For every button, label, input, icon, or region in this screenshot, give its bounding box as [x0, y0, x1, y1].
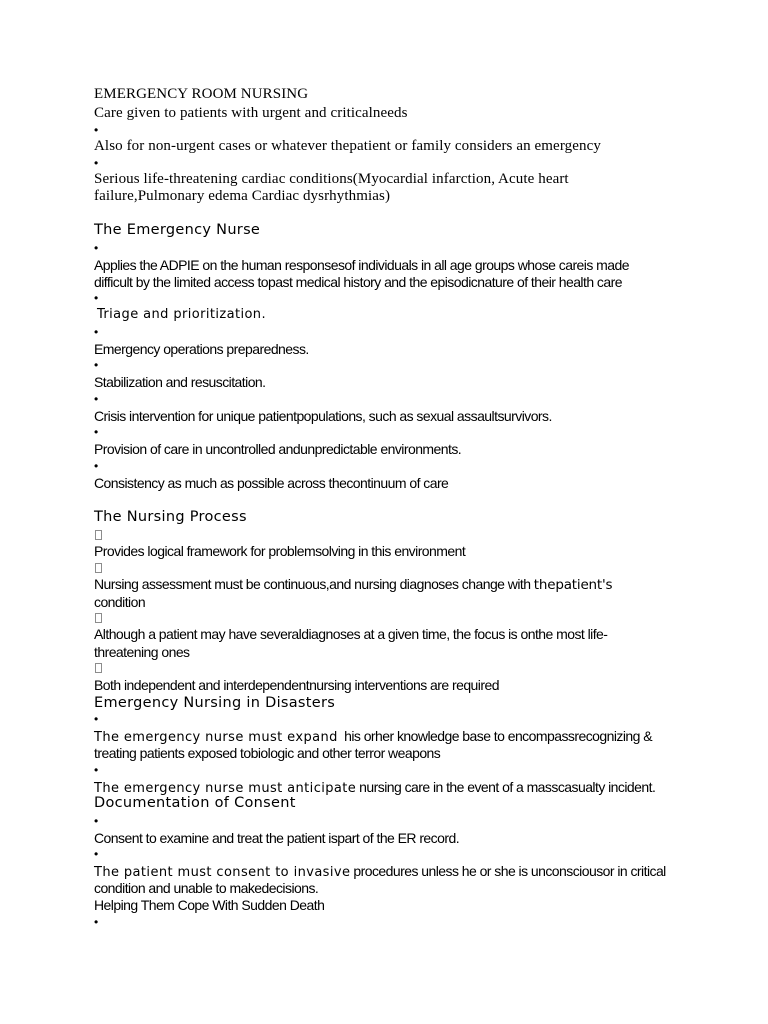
bullet: •: [94, 814, 99, 828]
missing-glyph-icon: [95, 563, 102, 573]
bullet: •: [94, 291, 99, 305]
list-item: Provides logical framework for problemsolving in this environment: [94, 543, 466, 559]
bullet: •: [94, 712, 99, 726]
bullet: •: [94, 425, 99, 439]
section-heading: The Emergency Nurse: [94, 222, 261, 238]
section-heading: Helping Them Cope With Sudden Death: [94, 897, 325, 913]
list-item-text: The emergency nurse must anticipate: [94, 781, 357, 796]
bullet: •: [94, 847, 99, 861]
intro-line: Serious life-threatening cardiac conditions(Myocardial infarction, Acute heart: [94, 171, 569, 187]
intro-line: Care given to patients with urgent and criticalneeds: [94, 105, 408, 121]
list-item-text: thepatient's: [533, 577, 613, 593]
list-item: Consent to examine and treat the patient ispart of the ER record.: [94, 830, 460, 846]
list-item: Stabilization and resuscitation.: [94, 374, 266, 390]
bullet: •: [94, 241, 99, 255]
list-item: Both independent and interdependentnursing interventions are required: [94, 677, 499, 693]
missing-glyph-icon: [95, 613, 102, 623]
section-heading: Emergency Nursing in Disasters: [94, 695, 336, 711]
list-item: difficult by the limited access topast medical history and the episodicnature of their health care: [94, 274, 622, 290]
list-item: Triage and prioritization.: [97, 307, 266, 322]
list-item: Emergency operations preparedness.: [94, 341, 309, 357]
bullet: •: [94, 123, 99, 137]
list-item: condition and unable to makedecisions.: [94, 880, 319, 896]
missing-glyph-icon: [95, 663, 102, 673]
list-item: Applies the ADPIE on the human responsesof individuals in all age groups whose careis made: [94, 257, 629, 273]
bullet: •: [94, 459, 99, 473]
bullet: •: [94, 915, 99, 929]
list-item-text: nursing care in the event of a masscasualty incident.: [359, 779, 656, 795]
missing-glyph-icon: [95, 530, 102, 540]
intro-line: failure,Pulmonary edema Cardiac dysrhythmias): [94, 188, 391, 204]
list-item: condition: [94, 594, 146, 610]
list-item: threatening ones: [94, 644, 190, 660]
bullet: •: [94, 358, 99, 372]
list-item: [94, 577, 612, 593]
bullet: •: [94, 325, 99, 339]
document-title: EMERGENCY ROOM NURSING: [94, 86, 309, 102]
list-item-text: his orher knowledge base to encompassrecognizing &: [340, 728, 653, 744]
list-item: Although a patient may have severaldiagnoses at a given time, the focus is onthe most life-: [94, 626, 608, 642]
list-item-text: Nursing assessment must be continuous,and nursing diagnoses change with: [94, 576, 534, 592]
list-item-text: The emergency nurse must expand: [94, 730, 338, 745]
list-item: Consistency as much as possible across thecontinuum of care: [94, 475, 449, 491]
bullet: •: [94, 763, 99, 777]
bullet: •: [94, 392, 99, 406]
bullet: •: [94, 156, 99, 170]
intro-line: Also for non-urgent cases or whatever thepatient or family considers an emergency: [94, 138, 601, 154]
list-item: [94, 864, 666, 879]
section-heading: Documentation of Consent: [94, 795, 296, 811]
list-item: Provision of care in uncontrolled andunpredictable environments.: [94, 441, 462, 457]
list-item: [94, 780, 655, 795]
section-heading: The Nursing Process: [94, 509, 247, 525]
list-item: Crisis intervention for unique patientpopulations, such as sexual assaultsurvivors.: [94, 408, 552, 424]
list-item: [94, 729, 652, 744]
list-item-text: procedures unless he or she is unconsciousor in critical: [353, 863, 666, 879]
list-item: treating patients exposed tobiologic and other terror weapons: [94, 745, 441, 761]
list-item-text: The patient must consent to invasive: [94, 865, 351, 880]
